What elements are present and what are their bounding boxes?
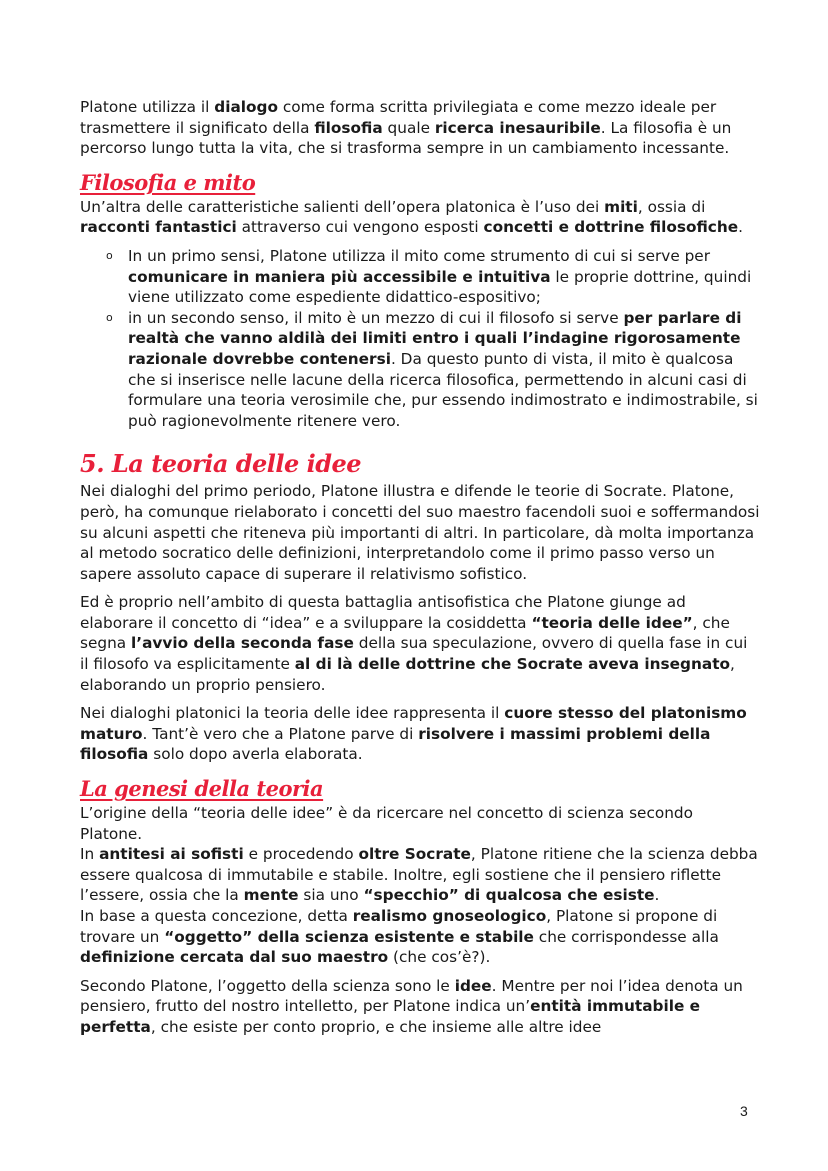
heading-teoria-delle-idee: 5. La teoria delle idee (80, 449, 362, 479)
paragraph-origine: L’origine della “teoria delle idee” è da ricercare nel concetto di scienza secondo Platone. (80, 804, 694, 843)
paragraph-dialogo: Platone utilizza il dialogo come forma scritta privilegiata e come mezzo ideale per trasmettere il significato della filosofia quale ricerca inesauribile. La filosofia è un percorso lungo tutta la vita, che si trasforma sempre in un cambiamento incessante. (80, 98, 732, 158)
paragraph-platonismo-maturo: Nei dialoghi platonici la teoria delle idee rappresenta il cuore stesso del platonismo maturo. Tant’è vero che a Platone parve di risolvere i massimi problemi della filosofia solo dopo averla elaborata. (80, 704, 747, 764)
mito-bullet-list (80, 246, 760, 431)
paragraph-primo-periodo: Nei dialoghi del primo periodo, Platone illustra e difende le teorie di Socrate. Platone, però, ha comunque rielaborato i concetti del suo maestro facendoli suoi e soffermandosi su alcuni aspetti che riteneva più importanti di altri. In particolare, dà molta importanza al metodo socratico delle definizioni, interpretandolo come il primo passo verso un sapere assoluto capace di superare il relativismo sofistico. (80, 482, 760, 583)
list-item: o in un secondo senso, il mito è un mezzo di cui il filosofo si serve per parlare di realtà che vanno aldilà dei limiti entro i quali l’indagine rigorosamente razionale dovrebbe contenersi. Da questo punto di vista, il mito è qualcosa che si inserisce nelle lacune della ricerca filosofica, permettendo in alcuni casi di formulare una teoria verosimile che, pur essendo indimostrato e indimostrabile, si può ragionevolmente ritenere vero. (106, 308, 758, 430)
paragraph-antitesi-sofisti: In antitesi ai sofisti e procedendo oltre Socrate, Platone ritiene che la scienza debba essere qualcosa di immutabile e stabile. Inoltre, egli sostiene che il pensiero riflette l’essere, ossia che la mente sia uno “specchio” di qualcosa che esiste. (80, 845, 758, 905)
circle-bullet-icon: o (106, 310, 113, 324)
heading-filosofia-e-mito: Filosofia e mito (80, 169, 256, 195)
circle-bullet-icon: o (106, 248, 113, 262)
page-content (80, 97, 760, 1038)
paragraph-battaglia-antisofistica: Ed è proprio nell’ambito di questa battaglia antisofistica che Platone giunge ad elaborare il concetto di “idea” e a sviluppare la cosiddetta “teoria delle idee”, che segna l’avvio della seconda fase della sua speculazione, ovvero di quella fase in cui il filosofo va esplicitamente al di là delle dottrine che Socrate aveva insegnato, elaborando un proprio pensiero. (80, 593, 748, 694)
paragraph-realismo-gnoseologico: In base a questa concezione, detta realismo gnoseologico, Platone si propone di trovare un “oggetto” della scienza esistente e stabile che corrispondesse alla definizione cercata dal suo maestro (che cos’è?). (80, 907, 719, 967)
paragraph-miti: Un’altra delle caratteristiche salienti dell’opera platonica è l’uso dei miti, ossia di racconti fantastici attraverso cui vengono esposti concetti e dottrine filosofiche. (80, 197, 744, 237)
list-item: o In un primo sensi, Platone utilizza il mito come strumento di cui si serve per comunicare in maniera più accessibile e intuitiva le proprie dottrine, quindi viene utilizzato come espediente didattico-espositivo; (106, 246, 752, 307)
page-number: 3 (740, 1103, 748, 1119)
paragraph-oggetto-scienza: Secondo Platone, l’oggetto della scienza sono le idee. Mentre per noi l’idea denota un pensiero, frutto del nostro intelletto, per Platone indica un’entità immutabile e perfetta, che esiste per conto proprio, e che insieme alle altre idee (80, 976, 743, 1036)
heading-genesi-della-teoria: La genesi della teoria (80, 776, 324, 802)
